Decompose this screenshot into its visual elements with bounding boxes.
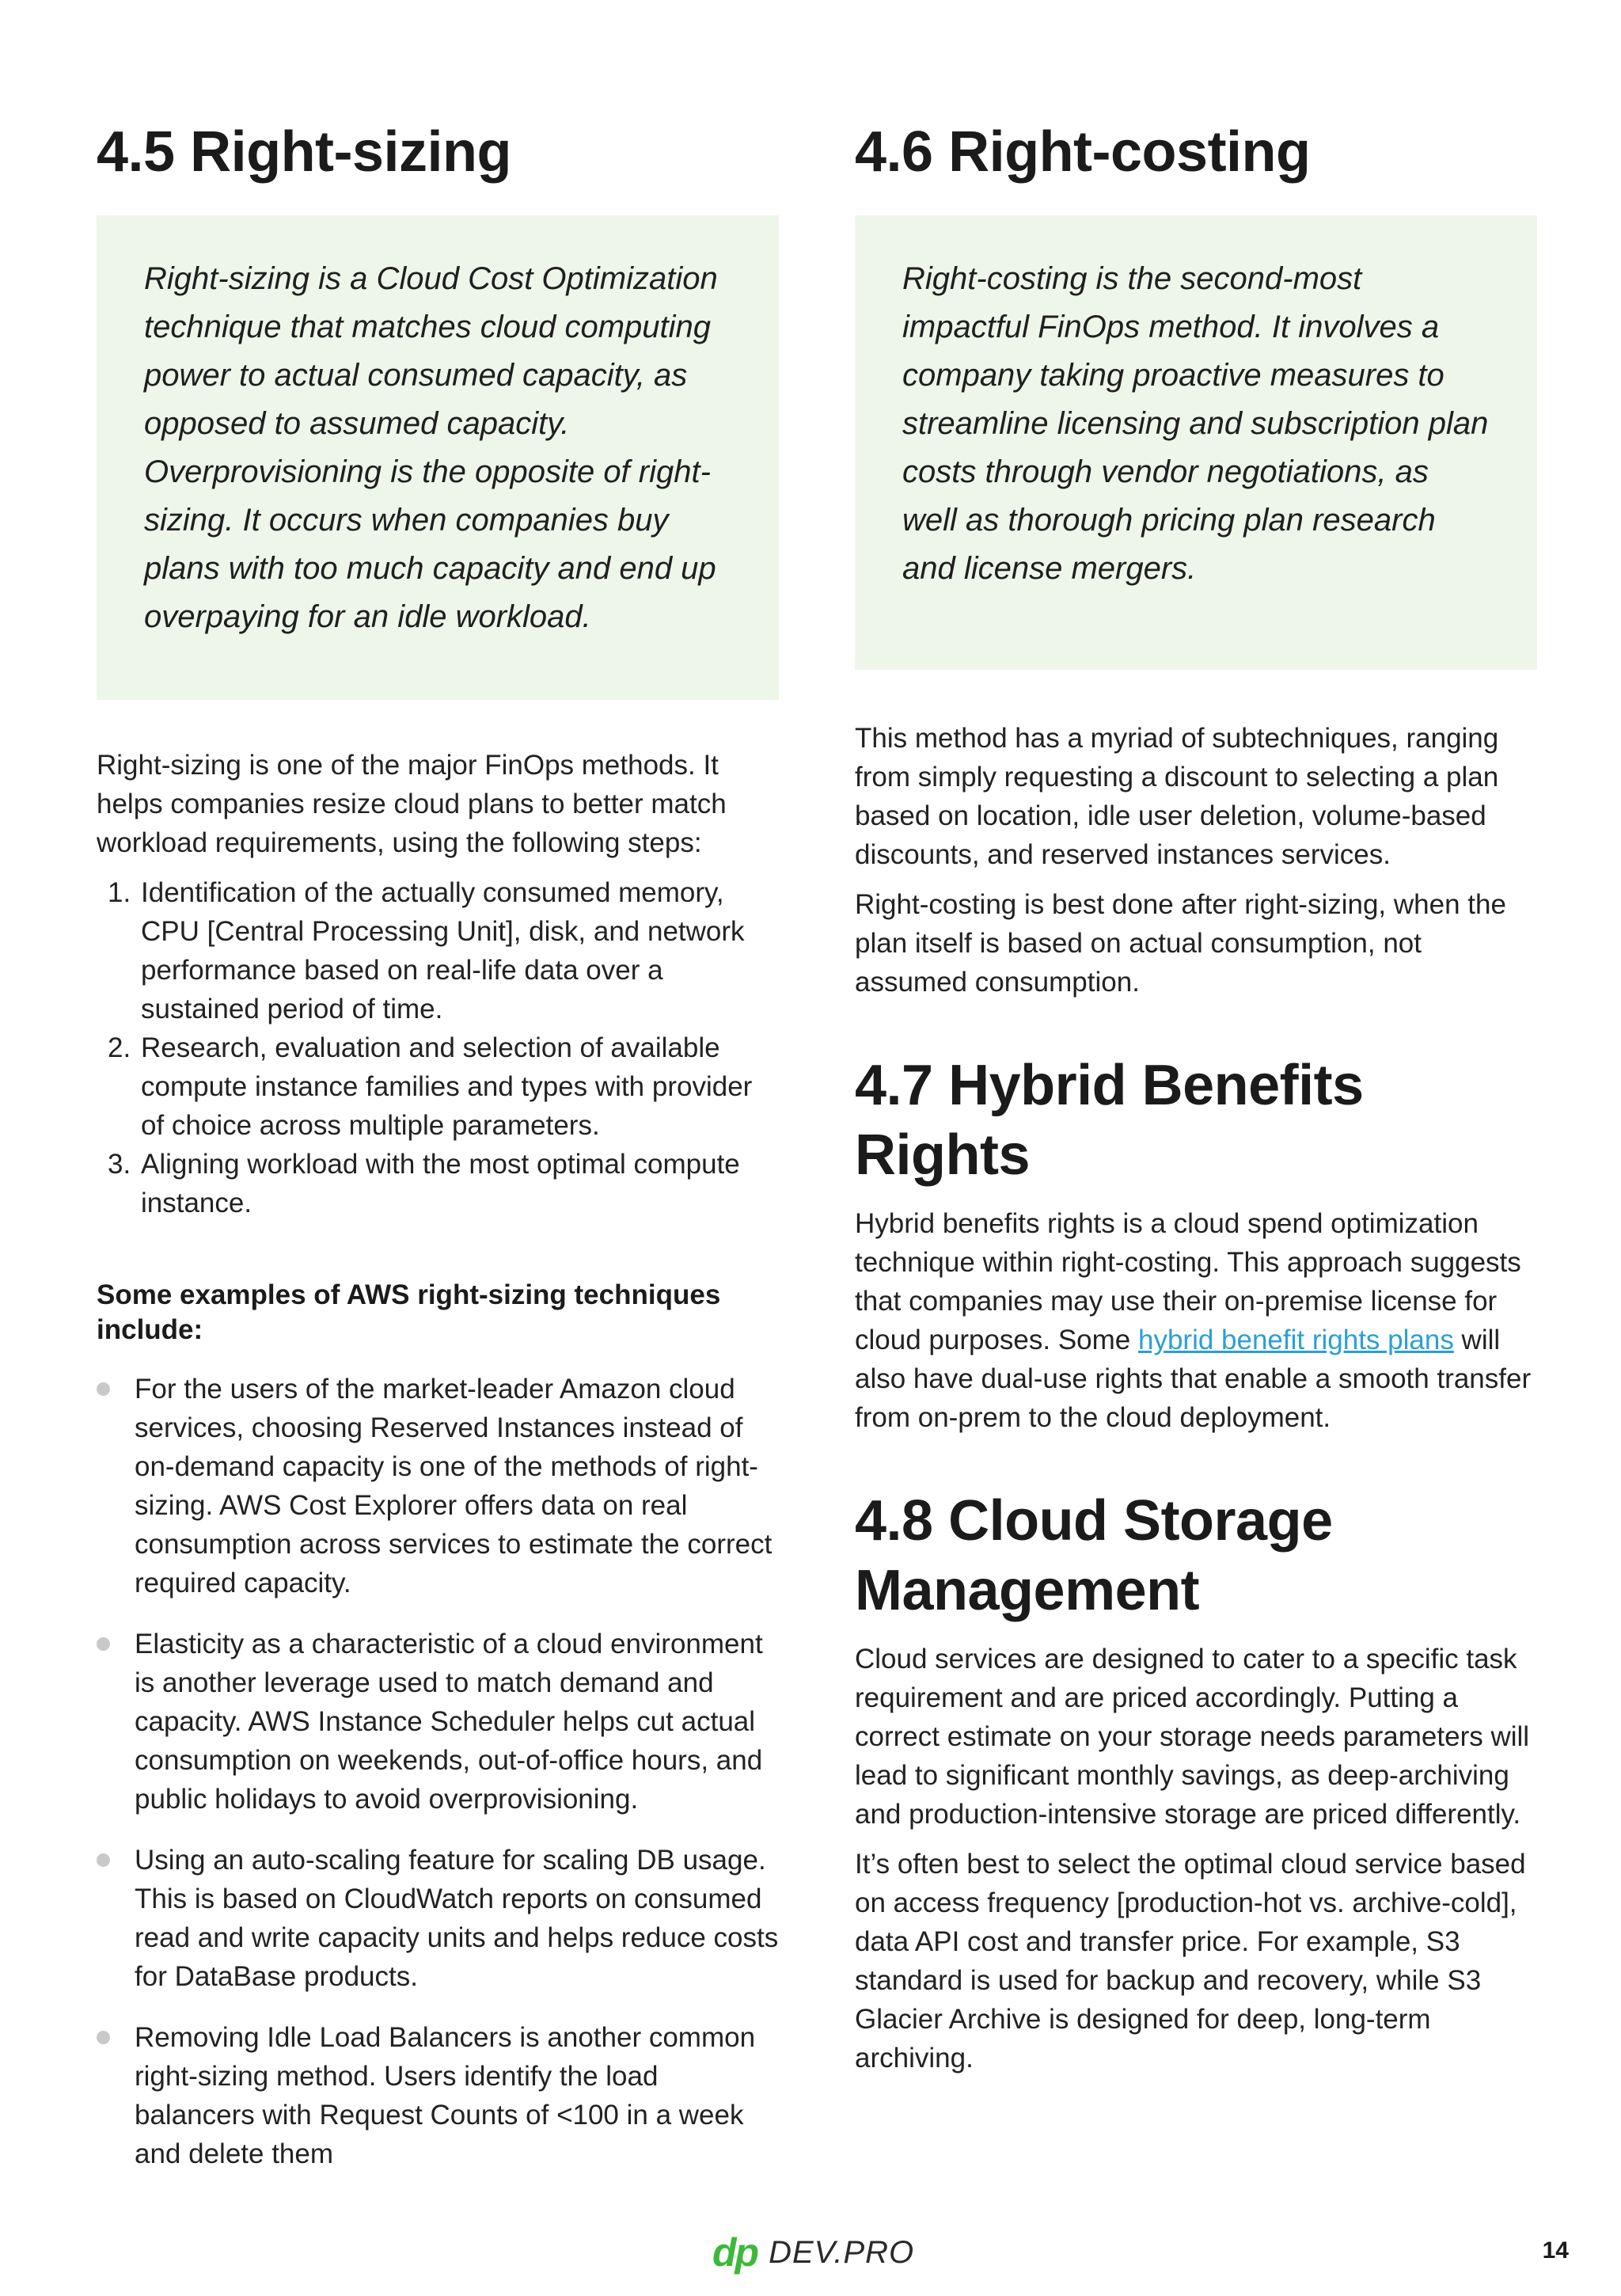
hybrid-text-after: will also have dual-use rights that enable a smooth transfer from on-prem to the cloud deployment.: [855, 1325, 1532, 1433]
hybrid-benefits-paragraph: [855, 1204, 1537, 1437]
bullet-icon: [97, 2031, 110, 2044]
bullet-icon: [97, 1853, 110, 1867]
definition-box-right-costing: [855, 215, 1537, 670]
list-item: [97, 1370, 779, 1602]
definition-text: Right-sizing is a Cloud Cost Optimization technique that matches cloud computing power to actual consumed capacity, as opposed to assumed capacity. Overprovisioning is the opposite of right-sizing. It occurs when companies buy plans with too much capacity and end up overpaying for an idle workload.: [144, 261, 718, 634]
section-title-cloud-storage: 4.8 Cloud Storage Management: [855, 1489, 1333, 1622]
section-title-right-costing: 4.6 Right-costing: [855, 120, 1311, 184]
hybrid-text-before: Hybrid benefits rights is a cloud spend optimization technique within right-costing. This approach suggests that companies may use their on-premise license for cloud purposes. Some: [855, 1208, 1521, 1355]
storage-paragraph-2: It’s often best to select the optimal cloud service based on access frequency [production-hot vs. archive-cold], data API cost and transfer price. For example, S3 standard is used for backup and recovery, while S3 Glacier Archive is designed for deep, long-term archiving.: [855, 1849, 1526, 2074]
step-text: Research, evaluation and selection of available compute instance families and types with provider of choice across multiple parameters.: [141, 1032, 753, 1141]
bullet-text: For the users of the market-leader Amazon cloud services, choosing Reserved Instances instead of on-demand capacity is one of the methods of right-sizing. AWS Cost Explorer offers data on real consumption across services to estimate the correct required capacity.: [135, 1374, 773, 1598]
examples-list: [97, 1370, 779, 2173]
bullet-icon: [97, 1637, 110, 1651]
list-item: [97, 1841, 779, 1996]
examples-heading: Some examples of AWS right-sizing techniques include:: [97, 1279, 721, 1345]
bullet-icon: [97, 1382, 110, 1396]
bullet-text: Removing Idle Load Balancers is another common right-sizing method. Users identify the load balancers with Request Counts of <100 in a week and delete them: [135, 2022, 756, 2169]
logo-mark: dp: [712, 2230, 758, 2275]
right-column: [855, 117, 1537, 2077]
list-item: [97, 1145, 779, 1222]
step-number: 3.: [108, 1149, 131, 1180]
bullet-text: Elasticity as a characteristic of a cloud environment is another leverage used to match demand and capacity. AWS Instance Scheduler helps cut actual consumption on weekends, out-of-office hours, and public holidays to avoid overprovisioning.: [135, 1629, 763, 1815]
list-item: [97, 2018, 779, 2173]
right-costing-paragraph-1: This method has a myriad of subtechniques, ranging from simply requesting a discount to selecting a plan based on location, idle user deletion, volume-based discounts, and reserved instances services.: [855, 723, 1499, 870]
step-number: 1.: [108, 877, 131, 908]
step-number: 2.: [108, 1032, 131, 1063]
list-item: [97, 1028, 779, 1145]
definition-text: Right-costing is the second-most impactful FinOps method. It involves a company taking proactive measures to streamline licensing and subscription plan costs through vendor negotiations, as well as thorough pricing plan research and license mergers.: [902, 261, 1489, 586]
left-column: [97, 117, 779, 2195]
steps-list: [97, 873, 779, 1222]
devpro-logo: [712, 2230, 915, 2275]
logo-wordmark: DEV.PRO: [769, 2234, 915, 2270]
list-item: [97, 873, 779, 1028]
hybrid-benefit-rights-plans-link[interactable]: hybrid benefit rights plans: [1137, 1325, 1454, 1355]
section-title-hybrid-benefits: 4.7 Hybrid Benefits Rights: [855, 1054, 1364, 1187]
step-text: Aligning workload with the most optimal compute instance.: [141, 1149, 740, 1218]
right-costing-paragraph-2: Right-costing is best done after right-sizing, when the plan itself is based on actual consumption, not assumed consumption.: [855, 889, 1506, 998]
bullet-text: Using an auto-scaling feature for scaling DB usage. This is based on CloudWatch reports on consumed read and write capacity units and helps reduce costs for DataBase products.: [135, 1845, 779, 1992]
page-number: 14: [1542, 2237, 1569, 2264]
step-text: Identification of the actually consumed memory, CPU [Central Processing Unit], disk, and network performance based on real-life data over a sustained period of time.: [141, 877, 745, 1024]
definition-box-right-sizing: [97, 215, 779, 700]
storage-paragraph-1: Cloud services are designed to cater to a specific task requirement and are priced accordingly. Putting a correct estimate on your storage needs parameters will lead to significant monthly savings, as deep-archiving and production-intensive storage are priced differently.: [855, 1644, 1530, 1830]
intro-paragraph: Right-sizing is one of the major FinOps methods. It helps companies resize cloud plans to better match workload requirements, using the following steps:: [97, 750, 727, 858]
list-item: [97, 1625, 779, 1819]
section-title-right-sizing: 4.5 Right-sizing: [97, 120, 512, 184]
